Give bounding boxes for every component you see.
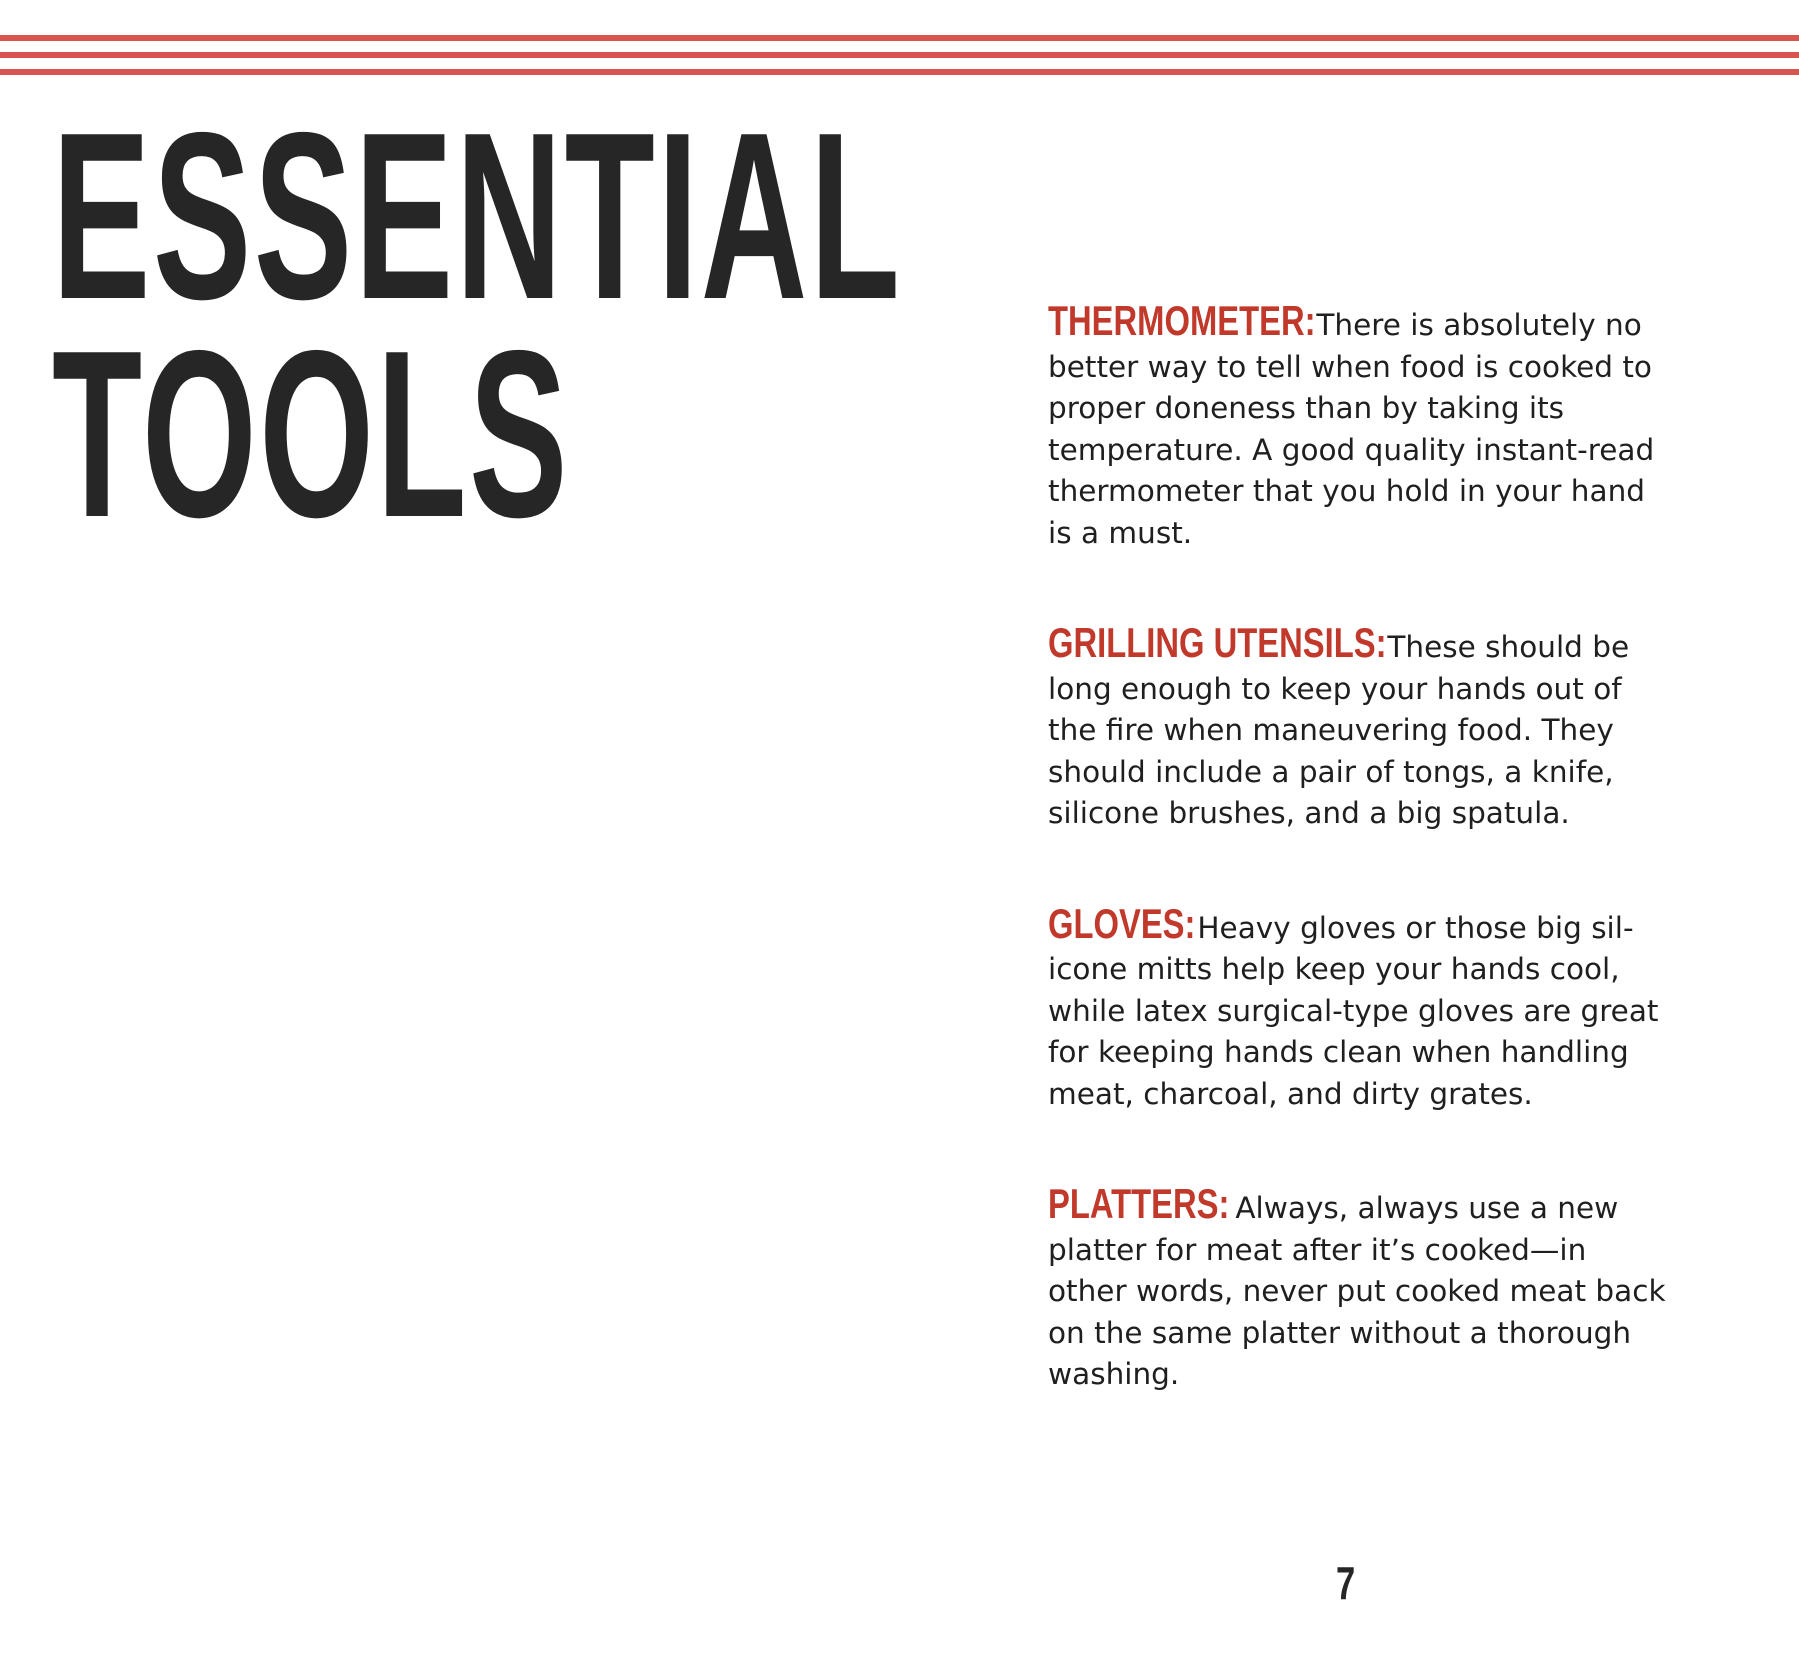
item-label: GRILLING UTENSILS: xyxy=(1048,619,1387,666)
list-item-grilling-utensils xyxy=(1048,619,1668,835)
item-label: PLATTERS: xyxy=(1048,1180,1230,1227)
item-text: There is absolutely no better way to tell when food is cooked to proper doneness than by taking its temperature. A good quality instant-read thermometer that you hold in your hand is a must. xyxy=(1048,308,1655,550)
stripe-3 xyxy=(0,69,1799,75)
item-text: Always, always use a new platter for meat after it’s cooked—in other words, never put cooked meat back on the same platter without a thorough washing. xyxy=(1048,1191,1666,1391)
list-item-thermometer xyxy=(1048,297,1668,554)
list-item-platters xyxy=(1048,1180,1668,1396)
page-title-line-2: TOOLS xyxy=(52,302,570,567)
page-number: 7 xyxy=(1336,1557,1356,1609)
item-label: THERMOMETER: xyxy=(1048,297,1316,344)
page-title xyxy=(52,84,903,567)
item-label: GLOVES: xyxy=(1048,899,1196,947)
list-item-gloves xyxy=(1048,899,1668,1116)
header-stripes xyxy=(0,0,1799,90)
item-text: Heavy gloves or those big sil-icone mitts help keep your hands cool, while latex surgical-type gloves are great for keeping hands clean when handling meat, charcoal, and dirty grates. xyxy=(1048,910,1659,1111)
item-text: These should be long enough to keep your hands out of the fire when maneuvering food. They should include a pair of tongs, a knife, silicone brushes, and a big spatula. xyxy=(1048,630,1630,830)
page-title-line-1: ESSENTIAL xyxy=(52,84,903,349)
tools-list xyxy=(1048,297,1668,1464)
stripe-1 xyxy=(0,35,1799,41)
stripe-2 xyxy=(0,52,1799,58)
